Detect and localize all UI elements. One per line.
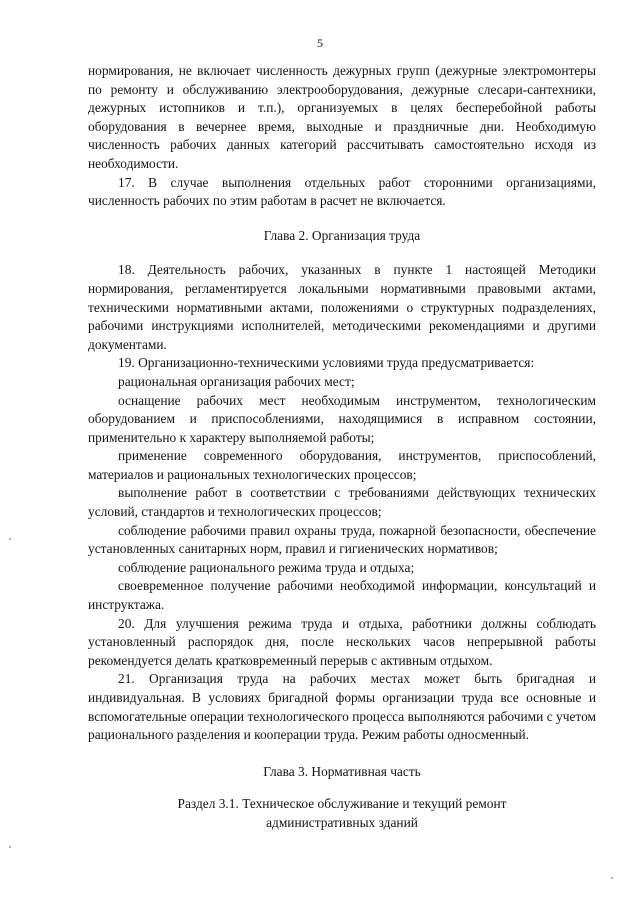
document-body (88, 62, 596, 833)
paragraph-continuation: нормирования, не включает численность дежурных групп (дежурные электромонтеры по ремонту и обслуживанию электрооборудования, дежурные слесари-сантехники, дежурных истопников и т.п.), организуемых в целях бесперебойной работы оборудования в вечернее время, выходные и праздничные дни. Необходимую численность рабочих данных категорий рассчитывать самостоятельно исходя из необходимости. (88, 63, 596, 171)
list-item: своевременное получение рабочими необходимой информации, консультаций и инструктажа. (88, 578, 596, 613)
paragraph-19: 19. Организационно-техническими условиями труда предусматривается: (118, 355, 535, 371)
list-item: оснащение рабочих мест необходимым инструментом, технологическим оборудованием и приспособлениями, находящимися в исправном состоянии, применительно к характеру выполняемой работы; (88, 392, 596, 445)
chapter-2-heading: Глава 2. Организация труда (263, 227, 421, 243)
paragraph-21: 21. Организация труда на рабочих местах может быть бригадная и индивидуальная. В условиях бригадной формы организации труда все основные и вспомогательные операции технологического процесса выполняются рабочими с учетом рационального разделения и кооперации труда. Режим работы односменный. (88, 671, 596, 743)
list-item: применение современного оборудования, инструментов, приспособлений, материалов и рациональных технологических процессов; (88, 448, 596, 482)
paragraph-18: 18. Деятельность рабочих, указанных в пункте 1 настоящей Методики нормирования, регламентируется локальными нормативными правовыми актами, техническими нормативными актами, положениями о структурных подразделениях, рабочими инструкциями исполнителей, методическими рекомендациями и другими документами. (88, 262, 596, 352)
list-item: выполнение работ в соответствии с требованиями действующих технических условий, стандартов и технологических процессов; (88, 485, 596, 520)
page-number: 5 (317, 36, 323, 50)
chapter-3-heading: Глава 3. Нормативная часть (263, 763, 421, 779)
paragraph-20: 20. Для улучшения режима труда и отдыха, работники должны соблюдать установленный распорядок дня, после нескольких часов непрерывной работы рекомендуется делать кратковременный перерыв с активным отдыхом. (88, 615, 596, 668)
section-3-1-heading: Раздел 3.1. Техническое обслуживание и текущий ремонт административных зданий (177, 796, 507, 830)
list-item: соблюдение рационального режима труда и отдыха; (118, 559, 415, 575)
list-item: соблюдение рабочими правил охраны труда, пожарной безопасности, обеспечение установленных санитарных норм, правил и гигиенических нормативов; (88, 522, 596, 557)
list-item: рациональная организация рабочих мест; (118, 373, 355, 389)
paragraph-17: 17. В случае выполнения отдельных работ сторонними организациями, численность рабочих по этим работам в расчет не включается. (88, 174, 596, 209)
